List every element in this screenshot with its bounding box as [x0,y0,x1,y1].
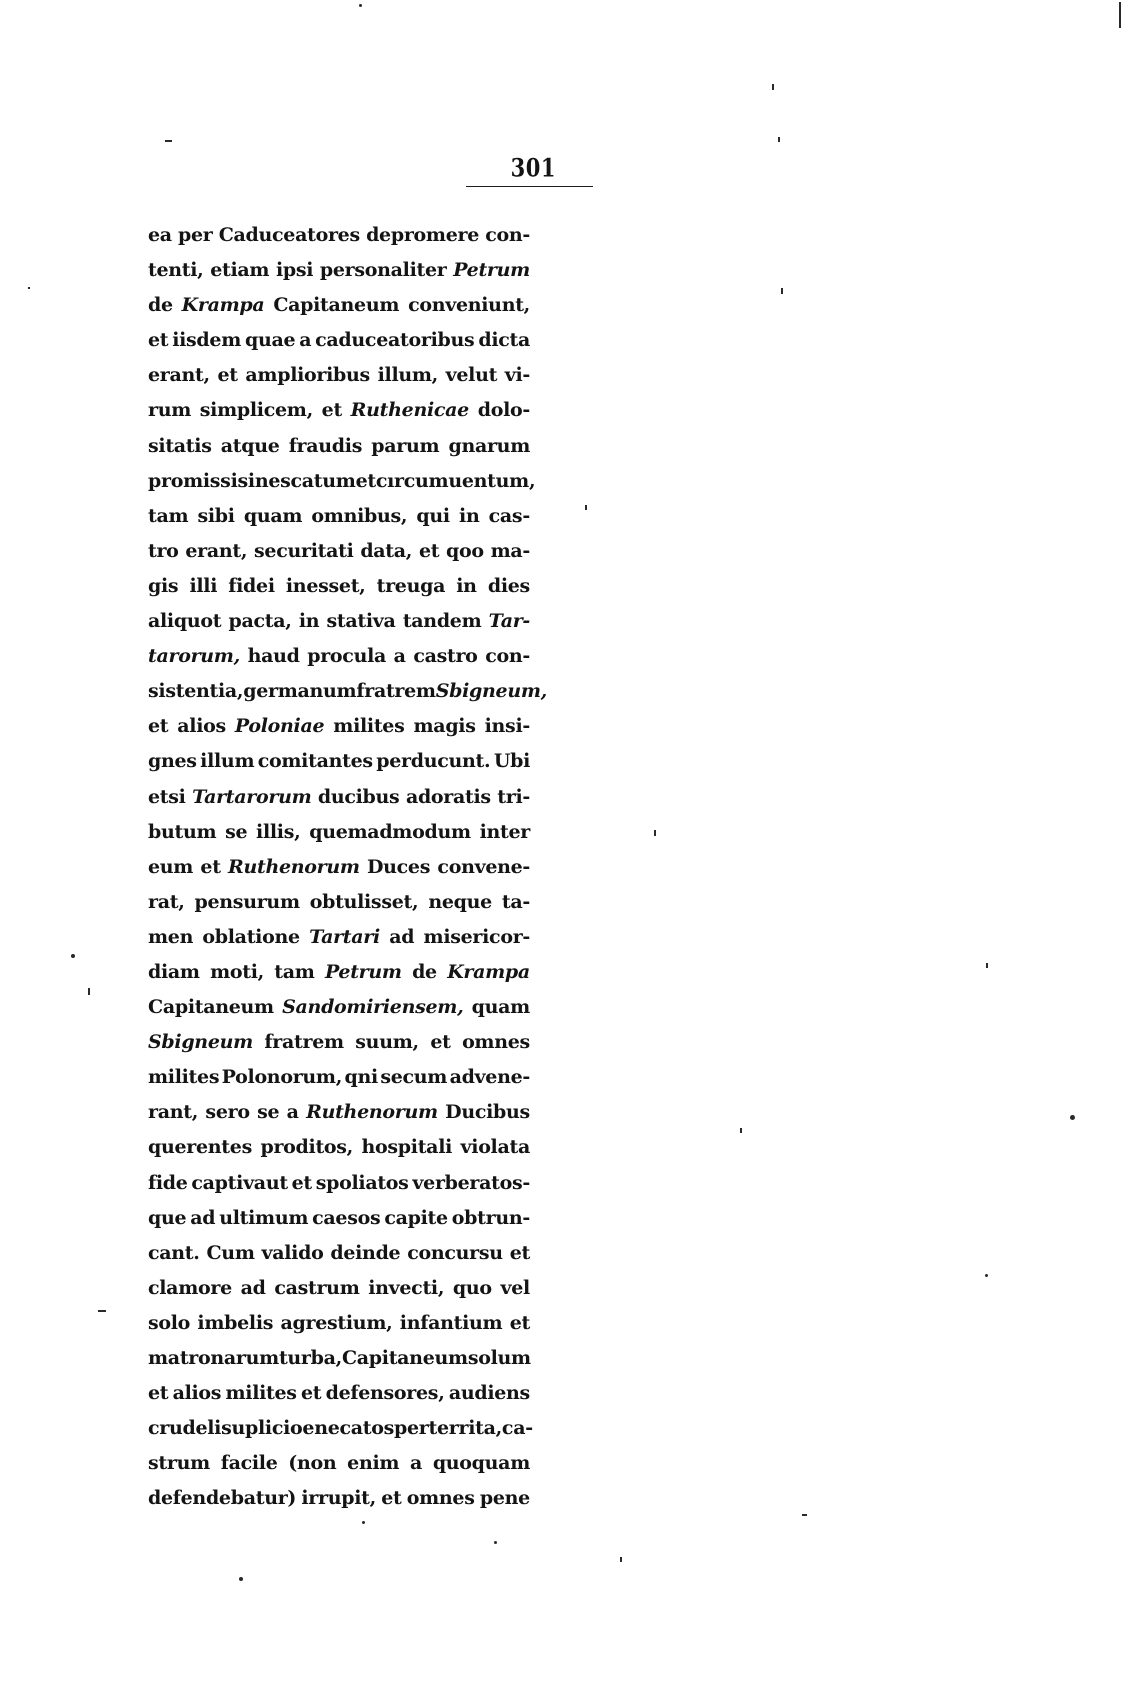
italic-word: Ruthenicae [350,399,469,422]
word: quam [243,504,303,527]
word: crudeli [148,1417,222,1440]
word: fide [148,1171,188,1194]
text-line [148,674,547,709]
page-header [466,152,593,190]
text-line [148,1481,530,1516]
word: promissis [148,469,248,492]
word: pene [479,1487,530,1510]
word: treuga [376,574,446,597]
word: rum [148,399,192,422]
scan-speck [985,1274,988,1277]
italic-word: Krampa [447,960,530,983]
text-line [148,1341,530,1376]
scan-speck [585,505,587,510]
word: Polonorum, [221,1066,343,1089]
word: tenti, [148,259,204,282]
word: deinde [330,1241,401,1264]
word: pacta, [228,610,292,633]
word: ducibus [317,785,400,808]
word: cas- [488,504,530,527]
word: stativa [326,610,396,633]
word: se [225,820,248,843]
scan-speck [239,1577,243,1581]
word: et [321,399,342,422]
scan-speck [1070,1115,1075,1120]
word: tandem [402,610,482,633]
word: a [286,1101,299,1124]
word: quam [471,996,530,1019]
word: (non [288,1452,337,1475]
word: tam [148,504,189,527]
word: et [148,715,169,738]
word: depromere [366,224,479,246]
word: omnes [462,1031,530,1054]
text-line [148,780,530,815]
word: infantium [399,1311,503,1334]
word: qui [416,504,450,527]
word: data, [360,539,413,562]
word: et [148,329,169,352]
word: rat, [148,890,185,913]
text-line [148,604,530,639]
text-line [148,1236,530,1271]
word: fidei [228,574,275,597]
word: et [217,364,238,387]
word: que [148,1206,187,1229]
word: concursu [407,1241,503,1264]
word: fraudis [288,434,363,457]
word: violata [460,1136,530,1159]
word: sistentia, [148,680,244,703]
scan-speck [986,963,988,968]
word: ta- [501,890,530,913]
text-line [148,569,530,604]
word: ultimum [219,1206,309,1229]
word: vel [500,1276,530,1299]
word: amplioribus [245,364,370,387]
scan-speck [362,1521,365,1524]
word: convene- [437,855,530,878]
word: ma- [490,539,530,562]
word: Caduceatores [218,224,360,246]
word: oblatione [202,925,300,948]
scan-speck [494,1541,497,1544]
word: illis, [256,820,301,843]
word: Capitaneum [148,996,274,1019]
word: illi [189,574,218,597]
word: spoliatos [315,1171,409,1194]
italic-word: Sbigneum, [435,680,547,703]
text-line [148,288,530,323]
word: a [299,329,312,352]
text-line [148,709,530,744]
word: querentes [148,1136,252,1159]
word: qni [344,1066,378,1089]
scan-speck [88,988,90,995]
italic-word: Poloniae [234,715,325,738]
word: turba, [278,1347,342,1369]
word: Cum [206,1241,255,1264]
word: dicta [478,329,530,352]
word: perterrita, [394,1417,502,1440]
word: personaliter [319,259,447,282]
text-line [148,639,530,674]
word: con- [485,224,530,246]
word: tam [274,960,315,983]
scan-speck [654,830,656,836]
italic-word: Tar- [488,610,530,633]
word: adoratis [405,785,491,808]
word: ad [389,925,415,948]
text-line [148,499,530,534]
word: in [456,574,477,597]
word: misericor- [423,925,530,948]
word: eum [148,855,194,878]
scan-speck [98,1310,106,1312]
text-line [148,1446,530,1481]
word: proditos, [260,1136,354,1159]
word: et [291,1171,312,1194]
text-line [148,815,530,850]
scan-speck [620,1557,622,1562]
word: ad [240,1276,266,1299]
italic-word: tarorum, [148,645,240,668]
word: dolo- [477,399,530,422]
word: tri- [497,785,530,808]
italic-word: Sandomiriensem, [282,996,464,1019]
word: iisdem [172,329,242,352]
word: caesos [312,1206,381,1229]
word: moti, [210,960,264,983]
word: et [200,855,221,878]
word: erant, [148,364,210,387]
word: procula [307,645,387,668]
word: invecti, [368,1276,445,1299]
word: etsi [148,785,186,808]
word: hospitali [361,1136,453,1159]
italic-word: Tartarorum [192,785,312,808]
header-rule [466,186,593,187]
word: rant, [148,1101,199,1124]
word: velut [445,364,498,387]
text-line [148,920,530,955]
word: et [381,1487,402,1510]
word: illum, [377,364,438,387]
word: enecatos [302,1417,395,1440]
word: inesset, [285,574,366,597]
word: de [412,960,437,983]
word: de [148,294,173,317]
text-line [148,744,530,779]
word: fratrem [356,680,436,703]
text-line [148,1271,530,1306]
word: perducunt. [376,750,491,773]
word: vi- [504,364,530,387]
text-line [148,1060,530,1095]
word: alios [177,715,226,738]
word: audiens [448,1382,530,1405]
word: et [509,1311,530,1334]
word: gnarum [448,434,530,457]
word: magis [413,715,476,738]
word: et [148,1382,169,1405]
scan-speck [71,954,75,958]
text-line [148,1306,530,1341]
text-line [148,1025,530,1060]
word: clamore [148,1276,232,1299]
word: obtrun- [451,1206,530,1229]
word: Ducibus [445,1101,530,1124]
word: sitatis [148,434,212,457]
word: gis [148,574,179,597]
word: strum [148,1452,210,1475]
word: et [355,469,376,492]
word: inter [479,820,530,843]
text-line [148,393,530,428]
text-line [148,1130,530,1165]
word: Capitaneum [273,294,400,317]
text-line [148,323,530,358]
word: verberatos- [412,1171,530,1194]
word: valido [261,1241,324,1264]
word: quae [244,329,296,352]
text-line [148,358,530,393]
text-line [148,885,530,920]
text-line [148,1411,533,1446]
word: in [298,610,320,633]
word: quo [452,1276,492,1299]
italic-word: Petrum [324,960,402,983]
word: agrestium, [280,1311,393,1334]
italic-word: Krampa [181,294,265,317]
word: captivaut [191,1171,288,1194]
text-line [148,955,530,990]
word: castrum [274,1276,360,1299]
word: gnes [148,750,197,773]
word: secum [380,1066,448,1089]
word: haud [247,645,300,668]
text-line [148,1095,530,1130]
word: alios [172,1382,222,1405]
text-line [148,1166,530,1201]
word: Ubi [493,750,530,773]
word: defendebatur) [148,1487,297,1510]
word: castro [413,645,478,668]
body-text [148,218,547,1516]
word: per [178,224,213,246]
text-line [148,990,530,1025]
word: men [148,925,194,948]
word: neque [428,890,492,913]
italic-word: Petrum [453,259,530,282]
word: suum, [355,1031,419,1054]
word: sibi [197,504,235,527]
word: omnes [406,1487,475,1510]
word: a [393,645,406,668]
word: milites [333,715,405,738]
word: comitantes [257,750,373,773]
italic-word: Tartari [309,925,380,948]
word: ca- [501,1417,533,1440]
word: Duces [366,855,431,878]
word: ea [148,224,172,246]
word: solo [148,1311,191,1334]
word: ad [190,1206,216,1229]
page-number: 301 [510,152,556,183]
word: fratrem [264,1031,344,1054]
word: et [418,539,440,562]
word: cant. [148,1241,200,1264]
text-line [148,464,536,499]
scan-speck [740,1128,742,1133]
word: erant, [185,539,248,562]
word: dies [487,574,530,597]
word: quoquam [432,1452,530,1475]
word: et [509,1241,530,1264]
word: defensores, [325,1382,445,1405]
word: con- [485,645,530,668]
word: milites [148,1066,220,1089]
word: quemadmodum [309,820,471,843]
word: milites [225,1382,297,1405]
word: sero [205,1101,250,1124]
text-line [148,534,530,569]
text-line [148,1376,530,1411]
word: qoo [446,539,484,562]
scan-speck [778,137,780,142]
word: inescatum [247,469,356,492]
word: parum [371,434,440,457]
word: Capitaneum [341,1347,468,1369]
word: simplicem, [199,399,313,422]
word: diam [148,960,200,983]
word: se [257,1101,280,1124]
word: etiam [210,259,270,282]
scan-speck [802,1514,807,1516]
word: aliquot [148,610,222,633]
scan-speck [781,288,783,294]
word: irrupit, [301,1487,376,1510]
italic-word: Ruthenorum [227,855,360,878]
word: et [301,1382,322,1405]
text-line [148,1201,530,1236]
word: facile [220,1452,278,1475]
word: obtulisset, [309,890,419,913]
word: in [459,504,480,527]
word: matronarum [148,1347,279,1369]
word: securitati [254,539,354,562]
word: tro [148,539,179,562]
scan-speck [772,84,774,90]
scan-speck [28,287,30,289]
scan-speck [1119,2,1121,28]
word: advene- [449,1066,530,1089]
word: imbelis [197,1311,274,1334]
word: conveniunt, [408,294,530,317]
word: insi- [484,715,530,738]
scan-speck [359,4,362,7]
word: solum [467,1347,531,1369]
word: enim [347,1452,400,1475]
word: illum [200,750,255,773]
word: pensurum [194,890,300,913]
word: omnibus, [311,504,408,527]
word: caduceatoribus [315,329,475,352]
word: butum [148,820,217,843]
word: suplicio [221,1417,303,1440]
word: a [410,1452,423,1475]
italic-word: Ruthenorum [306,1101,438,1124]
word: cırcumuentum, [375,469,536,492]
italic-word: Sbigneum [148,1031,253,1054]
scan-speck [165,140,172,142]
text-line [148,253,530,288]
word: capite [384,1206,448,1229]
word: et [430,1031,451,1054]
text-line [148,218,530,253]
text-line [148,429,530,464]
text-line [148,850,530,885]
word: ipsi [275,259,314,282]
word: germanum [243,680,357,703]
word: atque [220,434,280,457]
